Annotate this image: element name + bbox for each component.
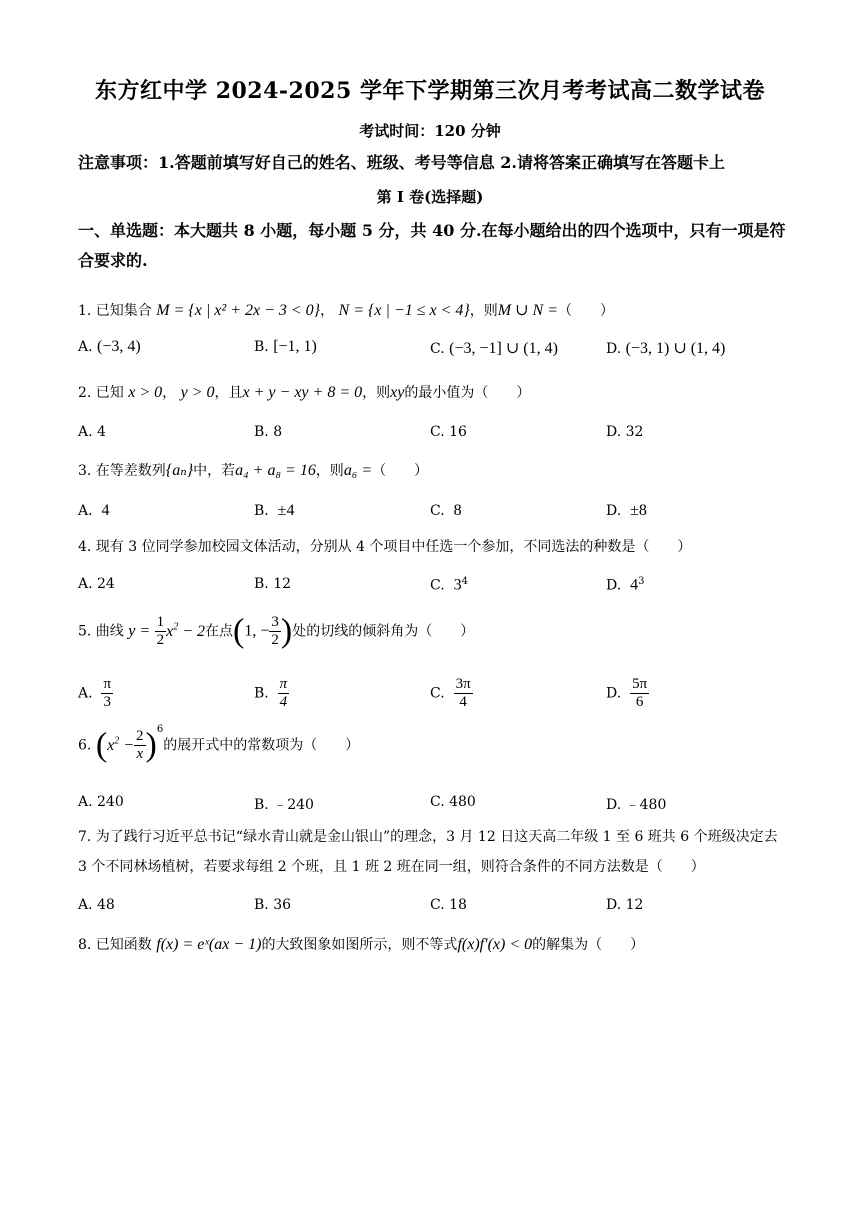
fraction-denominator: 4 [279, 694, 288, 710]
q6-open-paren: ( [95, 726, 108, 764]
notice: 注意事项：1.答题前填写好自己的姓名、班级、考号等信息 2.请将答案正确填写在答题卡上 [78, 153, 725, 172]
option-value: ±8 [630, 502, 647, 519]
q1-suffix: ，则 [469, 303, 498, 319]
q1-option-c[interactable] [430, 338, 558, 358]
q3-question: a₆ = [343, 462, 373, 479]
fraction-numerator: π [279, 676, 288, 692]
option-letter: C. [430, 685, 445, 702]
option-value: (−3, 4) [97, 338, 141, 355]
q1-set-n: N = {x | −1 ≤ x < 4} [338, 302, 470, 319]
q6-option-d[interactable]: D. ﹣480 [606, 797, 667, 813]
q4-option-a[interactable]: A. 24 [78, 576, 115, 592]
option-letter: A. [78, 339, 93, 355]
q5-option-c[interactable] [430, 676, 473, 711]
q5-open-paren: ( [233, 612, 245, 650]
question-5 [78, 614, 474, 649]
option-letter: C. [430, 341, 445, 357]
q3-option-d[interactable] [606, 502, 647, 520]
q5-option-d[interactable] [606, 676, 649, 711]
q5-options [78, 676, 798, 710]
q4-options [78, 576, 798, 598]
q6-option-a[interactable]: A. 240 [78, 794, 124, 810]
instructions: 一、单选题：本大题共 8 小题，每小题 5 分，共 40 分.在每小题给出的四个选项中，只有一项是符合要求的. [78, 221, 786, 270]
question-4: 4. 现有 3 位同学参加校园文体活动，分别从 4 个项目中任选一个参加，不同选法的种数是（ ） [78, 539, 692, 555]
q5-point-fraction: $\frac{3}{2}$ [271, 614, 279, 648]
q5-curve-fraction: $\frac{1}{2}$ [156, 614, 165, 648]
option-value: (−3, 1) ∪ (1, 4) [625, 340, 726, 357]
option-letter: B. [254, 685, 269, 702]
question-3 [78, 460, 428, 480]
option-base: 4 [630, 576, 639, 594]
q2-option-d[interactable]: D. 32 [606, 424, 644, 440]
option-value: 8 [453, 502, 462, 519]
q6-option-b[interactable]: B. ﹣240 [254, 797, 314, 813]
q1-set-m: M = {x | x² + 2x − 3 < 0} [156, 302, 321, 319]
option-exponent: 4 [461, 576, 468, 587]
q6-options [78, 794, 798, 816]
q5-end: 处的切线的倾斜角为（ ） [292, 623, 475, 640]
q2-then: ，则 [362, 385, 391, 401]
q3-prefix: 3. 在等差数列 [78, 463, 166, 479]
q7-option-b[interactable]: B. 36 [254, 897, 292, 913]
q8-function: f(x) = eˣ(ax − 1) [156, 936, 262, 953]
q3-then: ，则 [315, 463, 344, 479]
q4-option-b[interactable]: B. 12 [254, 576, 292, 592]
option-letter: D. [606, 685, 622, 702]
question-7: 7. 为了践行习近平总书记“绿水青山就是金山银山”的理念，3 月 12 日这天高二年级 1 至 6 班共 6 个班级决定去 3 个不同林场植树，若要求每组 2 个班，且 1 班 2 班在同一组，则符合条件的不同方法数是（ ） [78, 829, 778, 875]
q7-options [78, 897, 798, 919]
option-letter: B. [254, 339, 269, 355]
q2-mid: ，且 [214, 385, 243, 401]
option-value: [−1, 1) [273, 338, 317, 355]
q5-curve-y: y = [128, 622, 151, 640]
option-letter: D. [606, 503, 622, 519]
q7-option-a[interactable]: A. 48 [78, 897, 115, 913]
q2-cond-y: y > 0 [180, 384, 215, 401]
option-fraction [454, 676, 473, 711]
q8-inequality: f(x)f′(x) < 0 [457, 936, 533, 953]
q6-term-x: $x^2$ − [107, 735, 135, 754]
option-letter: A. [78, 503, 93, 519]
q1-paren: （ ） [557, 303, 614, 319]
q5-curve-rest: $x^2 - 2$ [166, 621, 206, 640]
option-value: ±4 [277, 502, 295, 519]
q1-question: M ∪ N = [497, 302, 558, 319]
option-base: 3 [453, 576, 462, 594]
option-fraction [101, 676, 113, 711]
fraction-numerator: 3π [455, 676, 471, 692]
q2-prefix: 2. 已知 [78, 385, 124, 401]
option-letter: A. [78, 685, 93, 702]
q8-mid: 的大致图象如图所示，则不等式 [261, 937, 458, 953]
q2-xy: xy [390, 384, 405, 401]
q8-end: 的解集为（ ） [532, 937, 645, 953]
q6-close-paren: ) [145, 726, 157, 764]
option-letter: C. [430, 577, 445, 594]
option-letter: B. [254, 503, 269, 519]
q8-prefix: 8. 已知函数 [78, 937, 152, 953]
q4-option-d[interactable] [606, 576, 644, 595]
q6-fraction: $\frac{2}{x}$ [136, 728, 144, 762]
section-heading: 第 I 卷(选择题) [376, 188, 484, 206]
q2-cond-x: x > 0 [128, 384, 163, 401]
fraction-numerator: 5π [632, 676, 648, 692]
q3-options [78, 502, 798, 524]
question-1: 1. 已知集合 M = {x | x² + 2x − 3 < 0}， N = {x | −1 ≤ x < 4}，则M ∪ N =（ ） [78, 302, 614, 319]
exam-time: 考试时间：120 分钟 [359, 122, 501, 140]
option-fraction [630, 676, 649, 711]
fraction-numerator: π [103, 676, 112, 692]
option-value: 4 [101, 502, 110, 519]
q5-mid: 在点 [205, 623, 234, 640]
question-2: 2. 已知 x > 0， y > 0，且x + y − xy + 8 = 0，则xy的最小值为（ ） [78, 384, 531, 401]
q5-point-x: 1, − [244, 622, 270, 640]
q3-option-c[interactable] [430, 502, 462, 520]
q6-option-c[interactable]: C. 480 [430, 794, 476, 810]
exam-title: 东方红中学 2024-2025 学年下学期第三次月考考试高二数学试卷 [95, 78, 765, 104]
q2-end: 的最小值为（ ） [404, 385, 531, 401]
option-letter: D. [606, 577, 622, 594]
question-8 [78, 934, 644, 954]
q2-option-a[interactable]: A. 4 [78, 424, 106, 440]
q6-end: 的展开式中的常数项为（ ） [163, 737, 360, 754]
q2-option-b[interactable]: B. 8 [254, 424, 283, 440]
q5-close-paren: ) [280, 612, 293, 650]
q3-option-a[interactable] [78, 502, 109, 520]
fraction-denominator: 4 [459, 694, 467, 710]
q5-prefix: 5. 曲线 [78, 623, 124, 640]
q2-option-c[interactable]: C. 16 [430, 424, 467, 440]
q3-sequence: {aₙ} [165, 462, 194, 479]
option-fraction [278, 676, 290, 711]
option-letter: C. [430, 503, 445, 519]
q6-prefix: 6. [78, 737, 92, 754]
option-value: (−3, −1] ∪ (1, 4) [449, 340, 558, 357]
option-exponent: 3 [638, 576, 645, 587]
q4-option-c[interactable] [430, 576, 468, 595]
option-letter: D. [606, 341, 622, 357]
q2-equation: x + y − xy + 8 = 0 [242, 384, 363, 401]
q7-option-c[interactable]: C. 18 [430, 897, 467, 913]
q5-option-a[interactable] [78, 676, 113, 711]
q2-options [78, 424, 798, 446]
q1-option-b[interactable] [254, 338, 317, 356]
q5-option-b[interactable] [254, 676, 289, 711]
q3-end: （ ） [372, 463, 429, 479]
q3-mid: 中，若 [193, 463, 236, 479]
q1-option-d[interactable] [606, 338, 725, 358]
q6-exponent: 6 [156, 723, 164, 735]
question-6 [78, 723, 360, 764]
fraction-denominator: 3 [103, 694, 111, 710]
q1-prefix: 1. 已知集合 [78, 303, 152, 319]
q3-condition: a₄ + a₈ = 16 [235, 462, 316, 479]
fraction-denominator: 6 [635, 694, 644, 710]
q1-options [78, 338, 798, 360]
q3-option-b[interactable] [254, 502, 294, 520]
q1-option-a[interactable] [78, 338, 141, 356]
q7-option-d[interactable]: D. 12 [606, 897, 644, 913]
